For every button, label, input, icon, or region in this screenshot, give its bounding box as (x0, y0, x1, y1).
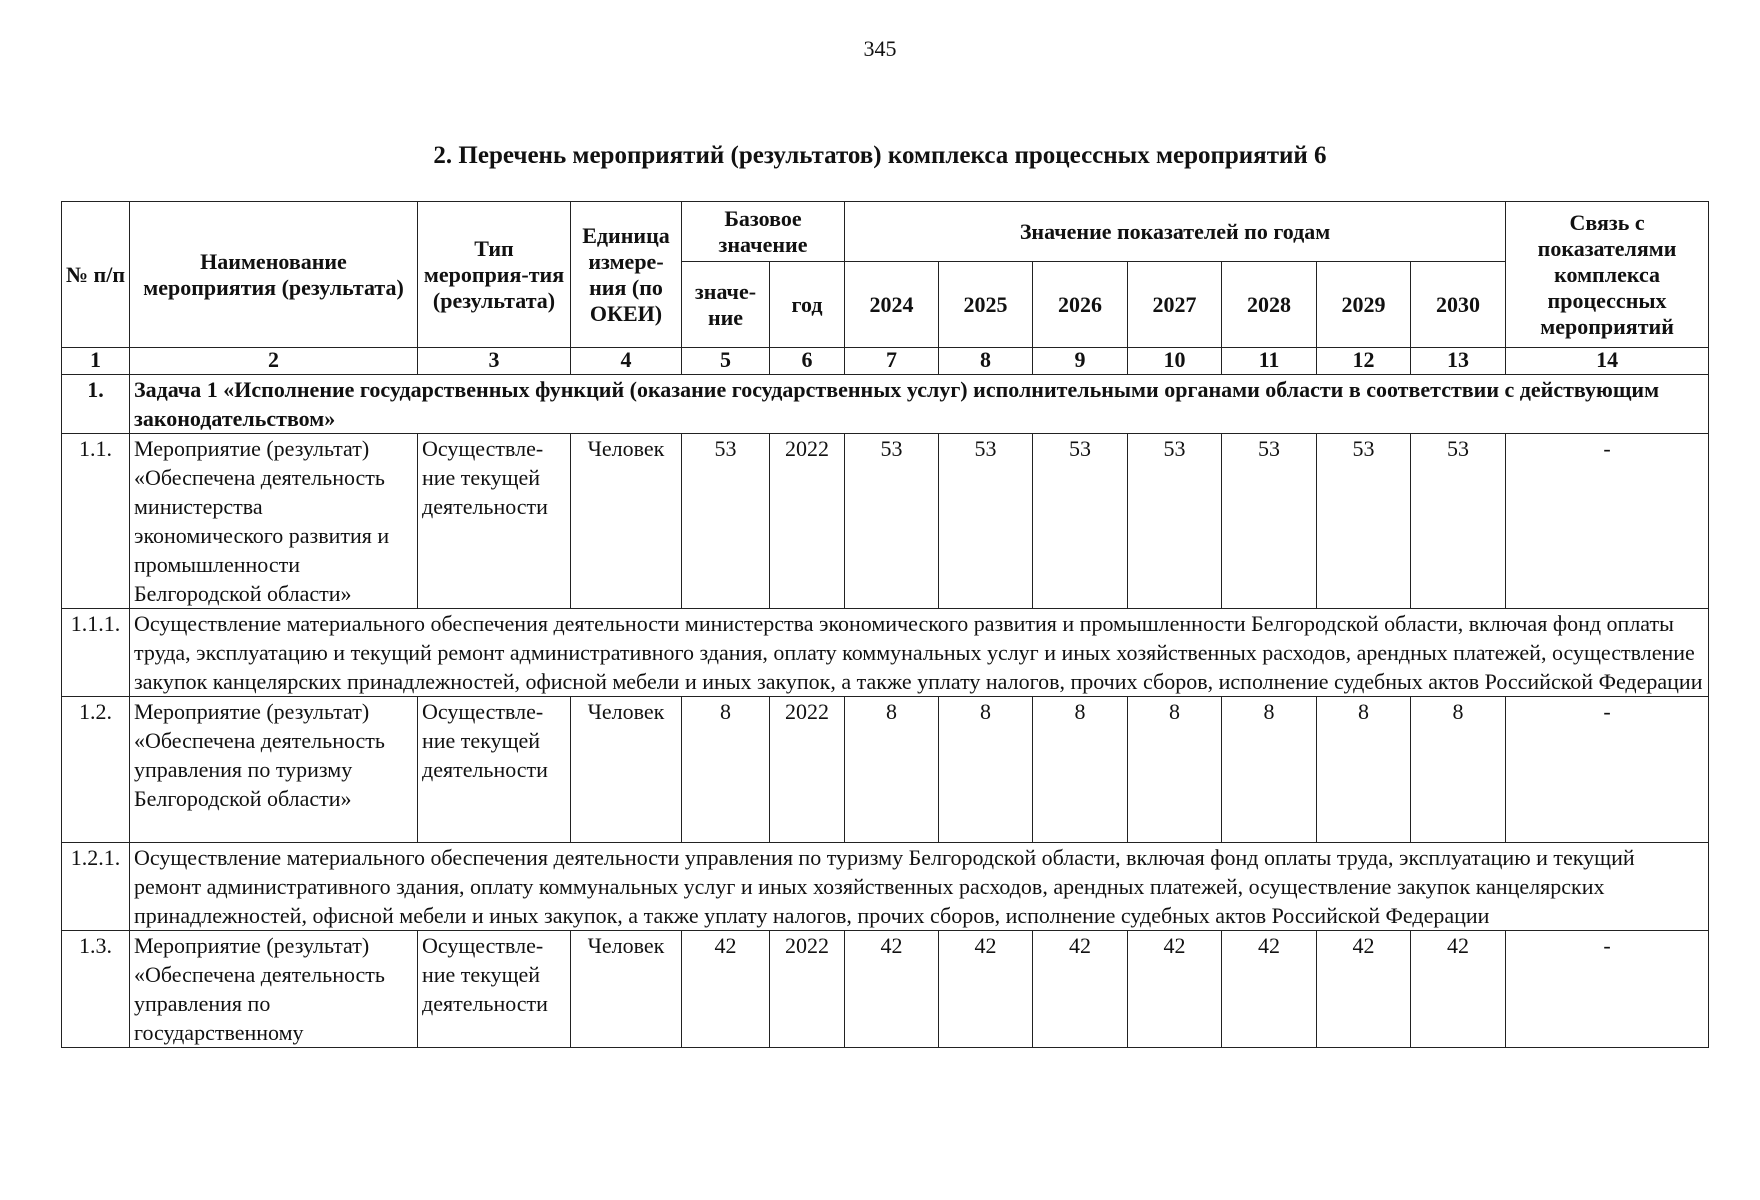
header-year-2029: 2029 (1317, 262, 1411, 348)
activities-table (61, 201, 1709, 1048)
detail-text: Осуществление материального обеспечения деятельности министерства экономического развития и промышленности Белгородской области, включая фонд оплаты труда, эксплуатацию и текущий ремонт административного здания, оплату коммунальных услуг и иных хозяйственных расходов, арендных платежей, осуществление закупок канцелярских принадлежностей, офисной мебели и иных закупок, а также уплату налогов, прочих сборов, исполнение судебных актов Российской Федерации (130, 609, 1709, 697)
detail-text: Осуществление материального обеспечения деятельности управления по туризму Белгородской области, включая фонд оплаты труда, эксплуатацию и текущий ремонт административного здания, оплату коммунальных услуг и иных хозяйственных расходов, арендных платежей, осуществление закупок канцелярских принадлежностей, офисной мебели и иных закупок, а также уплату налогов, прочих сборов, исполнение судебных актов Российской Федерации (130, 843, 1709, 931)
row-unit: Человек (571, 931, 682, 1048)
header-year-2030: 2030 (1411, 262, 1506, 348)
document-title: 2. Перечень мероприятий (результатов) комплекса процессных мероприятий 6 (433, 142, 1327, 169)
row-value-2026: 53 (1033, 434, 1128, 609)
row-number: 1.3. (62, 931, 130, 1048)
column-number: 3 (418, 348, 571, 375)
column-number-row (62, 348, 1709, 375)
header-type: Тип мероприя-тия (результата) (418, 202, 571, 348)
row-value-2030: 8 (1411, 697, 1506, 843)
column-number: 13 (1411, 348, 1506, 375)
row-value-2027: 42 (1128, 931, 1222, 1048)
detail-row (62, 843, 1709, 931)
header-years-group: Значение показателей по годам (845, 202, 1506, 262)
row-link: - (1506, 931, 1709, 1048)
row-value-2024: 8 (845, 697, 939, 843)
detail-row (62, 609, 1709, 697)
header-year-2026: 2026 (1033, 262, 1128, 348)
row-value-2028: 53 (1222, 434, 1317, 609)
row-type: Осуществле-ние текущей деятельности (418, 931, 571, 1048)
header-name: Наименование мероприятия (результата) (130, 202, 418, 348)
row-value-2025: 8 (939, 697, 1033, 843)
detail-number: 1.1.1. (62, 609, 130, 697)
header-year-2024: 2024 (845, 262, 939, 348)
column-number: 12 (1317, 348, 1411, 375)
row-base-year: 2022 (770, 697, 845, 843)
row-type: Осуществле-ние текущей деятельности (418, 434, 571, 609)
header-year-2025: 2025 (939, 262, 1033, 348)
row-link: - (1506, 434, 1709, 609)
row-unit: Человек (571, 434, 682, 609)
row-value-2024: 42 (845, 931, 939, 1048)
row-value-2027: 8 (1128, 697, 1222, 843)
column-number: 2 (130, 348, 418, 375)
row-value-2029: 8 (1317, 697, 1411, 843)
header-year-2028: 2028 (1222, 262, 1317, 348)
header-year-2027: 2027 (1128, 262, 1222, 348)
row-value-2028: 8 (1222, 697, 1317, 843)
row-value-2027: 53 (1128, 434, 1222, 609)
header-unit: Единица измере-ния (по ОКЕИ) (571, 202, 682, 348)
row-number: 1.2. (62, 697, 130, 843)
table-row (62, 697, 1709, 843)
task-number: 1. (62, 375, 130, 434)
column-number: 10 (1128, 348, 1222, 375)
row-value-2030: 53 (1411, 434, 1506, 609)
column-number: 9 (1033, 348, 1128, 375)
row-base-year: 2022 (770, 434, 845, 609)
column-number: 8 (939, 348, 1033, 375)
column-number: 14 (1506, 348, 1709, 375)
row-base-year: 2022 (770, 931, 845, 1048)
row-base-value: 8 (682, 697, 770, 843)
header-base-year: год (770, 262, 845, 348)
row-value-2024: 53 (845, 434, 939, 609)
row-link: - (1506, 697, 1709, 843)
header-num: № п/п (62, 202, 130, 348)
header-link: Связь с показателями комплекса процессных мероприятий (1506, 202, 1709, 348)
task-text: Задача 1 «Исполнение государственных функций (оказание государственных услуг) исполнительными органами области в соответствии с действующим законодательством» (130, 375, 1709, 434)
row-type: Осуществле-ние текущей деятельности (418, 697, 571, 843)
row-value-2025: 53 (939, 434, 1033, 609)
task-row (62, 375, 1709, 434)
row-value-2029: 53 (1317, 434, 1411, 609)
column-number: 1 (62, 348, 130, 375)
row-name: Мероприятие (результат) «Обеспечена деятельность управления по государственному (130, 931, 418, 1048)
header-base: Базовое значение (682, 202, 845, 262)
row-value-2025: 42 (939, 931, 1033, 1048)
column-number: 11 (1222, 348, 1317, 375)
column-number: 6 (770, 348, 845, 375)
column-number: 5 (682, 348, 770, 375)
row-number: 1.1. (62, 434, 130, 609)
row-unit: Человек (571, 697, 682, 843)
table-row (62, 434, 1709, 609)
row-value-2028: 42 (1222, 931, 1317, 1048)
detail-number: 1.2.1. (62, 843, 130, 931)
row-value-2030: 42 (1411, 931, 1506, 1048)
header-base-value: значе-ние (682, 262, 770, 348)
row-value-2026: 42 (1033, 931, 1128, 1048)
column-number: 7 (845, 348, 939, 375)
row-value-2026: 8 (1033, 697, 1128, 843)
row-name: Мероприятие (результат) «Обеспечена деятельность управления по туризму Белгородской области» (130, 697, 418, 843)
row-base-value: 42 (682, 931, 770, 1048)
row-value-2029: 42 (1317, 931, 1411, 1048)
table-row (62, 931, 1709, 1048)
row-base-value: 53 (682, 434, 770, 609)
row-name: Мероприятие (результат) «Обеспечена деятельность министерства экономического развития и промышленности Белгородской области» (130, 434, 418, 609)
page-number: 345 (863, 36, 897, 61)
column-number: 4 (571, 348, 682, 375)
